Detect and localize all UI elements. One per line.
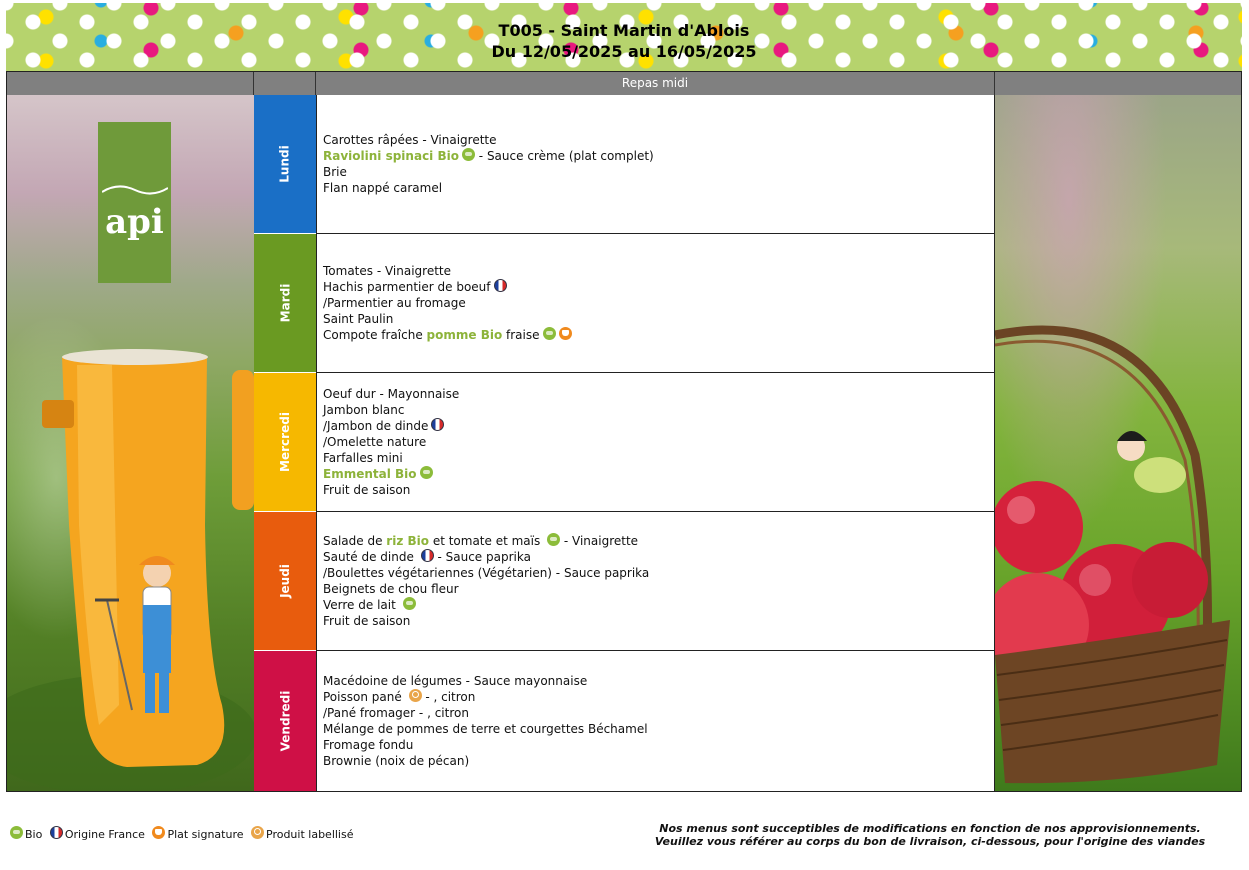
legend-bio-label: Bio bbox=[25, 828, 43, 841]
bio-icon bbox=[10, 826, 23, 839]
menu-item-text: Fruit de saison bbox=[323, 483, 411, 497]
menu-item bbox=[323, 311, 994, 327]
menu-item bbox=[323, 434, 994, 450]
signature-icon bbox=[152, 826, 165, 839]
menu-item-text: Fruit de saison bbox=[323, 614, 411, 628]
menu-item bbox=[323, 689, 994, 705]
day-cell-jeudi bbox=[254, 512, 316, 651]
legend-labelled bbox=[251, 828, 353, 841]
menu-item-text: Compote fraîche bbox=[323, 328, 427, 342]
france-flag-icon bbox=[50, 826, 63, 839]
menu-item bbox=[323, 613, 994, 629]
bio-product-text: Raviolini spinaci Bio bbox=[323, 149, 459, 163]
header-right-blank bbox=[995, 72, 1241, 95]
menu-item bbox=[323, 418, 994, 434]
menu-cell-jeudi bbox=[317, 512, 994, 651]
menu-item bbox=[323, 327, 994, 343]
bio-icon bbox=[547, 533, 560, 546]
bio-icon bbox=[462, 148, 475, 161]
menu-column bbox=[316, 95, 995, 791]
menu-item-text: - Sauce crème (plat complet) bbox=[474, 149, 654, 163]
menu-item-text: Brownie (noix de pécan) bbox=[323, 754, 470, 768]
menu-item-text: Salade de bbox=[323, 534, 387, 548]
label-rosette-icon bbox=[409, 689, 422, 702]
menu-item-text: Carottes râpées - Vinaigrette bbox=[323, 133, 497, 147]
apple-basket-photo bbox=[995, 95, 1241, 791]
day-column bbox=[254, 95, 316, 791]
api-logo bbox=[98, 122, 171, 283]
menu-item-text: Saint Paulin bbox=[323, 312, 394, 326]
menu-item bbox=[323, 482, 994, 498]
bio-product-text: pomme Bio bbox=[426, 328, 503, 342]
france-flag-icon bbox=[421, 549, 434, 562]
menu-item bbox=[323, 705, 994, 721]
bio-product-text: riz Bio bbox=[386, 534, 429, 548]
menu-item-text: - Vinaigrette bbox=[560, 534, 639, 548]
menu-item bbox=[323, 295, 994, 311]
menu-item bbox=[323, 737, 994, 753]
bio-icon bbox=[403, 597, 416, 610]
menu-item bbox=[323, 386, 994, 402]
day-label-vendredi: Vendredi bbox=[277, 690, 292, 752]
menu-item-text: Tomates - Vinaigrette bbox=[323, 264, 452, 278]
column-header-lunch: Repas midi bbox=[316, 72, 995, 95]
menu-item-text: Oeuf dur - Mayonnaise bbox=[323, 387, 460, 401]
day-label-mercredi: Mercredi bbox=[278, 412, 292, 472]
boot-photo bbox=[7, 95, 254, 791]
menu-item bbox=[323, 279, 994, 295]
menu-item bbox=[323, 753, 994, 769]
menu-item-text: Farfalles mini bbox=[323, 451, 403, 465]
menu-item bbox=[323, 148, 994, 164]
menu-item-text: /Boulettes végétariennes (Végétarien) - Sauce paprika bbox=[323, 566, 650, 580]
menu-item-text: - Sauce paprika bbox=[433, 550, 531, 564]
menu-cell-mercredi bbox=[317, 373, 994, 512]
menu-item-text: /Pané fromager - , citron bbox=[323, 706, 469, 720]
menu-cell-vendredi bbox=[317, 651, 994, 791]
day-cell-mardi bbox=[254, 234, 316, 373]
day-label-lundi: Lundi bbox=[278, 145, 292, 183]
menu-item bbox=[323, 263, 994, 279]
basket-illustration bbox=[995, 95, 1241, 791]
legend-signature bbox=[152, 828, 243, 841]
menu-item-text: Verre de lait bbox=[323, 598, 400, 612]
day-label-mardi: Mardi bbox=[277, 283, 292, 323]
menu-item-text: - , citron bbox=[421, 690, 476, 704]
logo-text: api bbox=[105, 202, 164, 242]
menu-item-text: fraise bbox=[502, 328, 540, 342]
date-range: Du 12/05/2025 au 16/05/2025 bbox=[491, 42, 757, 61]
menu-item bbox=[323, 581, 994, 597]
logo-swoosh-icon bbox=[102, 180, 168, 200]
menu-item bbox=[323, 721, 994, 737]
menu-item-text: Brie bbox=[323, 165, 347, 179]
france-flag-icon bbox=[494, 279, 507, 292]
menu-title bbox=[6, 20, 1242, 62]
legend-signature-label: Plat signature bbox=[167, 828, 244, 841]
bio-icon bbox=[543, 327, 556, 340]
menu-item bbox=[323, 597, 994, 613]
menu-item-text: Macédoine de légumes - Sauce mayonnaise bbox=[323, 674, 588, 688]
menu-table bbox=[6, 71, 1242, 792]
disclaimer-line-1: Nos menus sont succeptibles de modifications en fonction de nos approvisionnements. bbox=[659, 822, 1201, 835]
legend-france bbox=[50, 828, 145, 841]
menu-item bbox=[323, 450, 994, 466]
menu-item bbox=[323, 673, 994, 689]
menu-cell-lundi bbox=[317, 95, 994, 234]
menu-cell-mardi bbox=[317, 234, 994, 373]
legend bbox=[10, 826, 357, 841]
day-cell-mercredi bbox=[254, 373, 316, 512]
menu-item-text: Sauté de dinde bbox=[323, 550, 418, 564]
menu-item bbox=[323, 533, 994, 549]
label-rosette-icon bbox=[251, 826, 264, 839]
menu-item-text: Hachis parmentier de boeuf bbox=[323, 280, 491, 294]
menu-item-text: /Parmentier au fromage bbox=[323, 296, 466, 310]
legend-labelled-label: Produit labellisé bbox=[266, 828, 354, 841]
menu-item bbox=[323, 132, 994, 148]
day-cell-lundi bbox=[254, 95, 316, 234]
menu-item bbox=[323, 402, 994, 418]
day-label-jeudi: Jeudi bbox=[277, 564, 292, 598]
menu-item bbox=[323, 565, 994, 581]
menu-item-text: Mélange de pommes de terre et courgettes Béchamel bbox=[323, 722, 648, 736]
legend-france-label: Origine France bbox=[64, 828, 145, 841]
menu-item bbox=[323, 180, 994, 196]
header-left-blank bbox=[7, 72, 254, 95]
menu-item-text: Fromage fondu bbox=[323, 738, 414, 752]
menu-item-text: Jambon blanc bbox=[323, 403, 405, 417]
bio-icon bbox=[420, 466, 433, 479]
header-banner bbox=[6, 3, 1242, 71]
menu-item-text: Beignets de chou fleur bbox=[323, 582, 459, 596]
disclaimer bbox=[640, 822, 1220, 848]
legend-bio bbox=[10, 828, 42, 841]
header-day-blank bbox=[254, 72, 316, 95]
day-cell-vendredi bbox=[254, 651, 316, 791]
menu-item bbox=[323, 466, 994, 482]
menu-item-text: Poisson pané bbox=[323, 690, 406, 704]
site-title: T005 - Saint Martin d'Ablois bbox=[498, 21, 750, 40]
menu-item-text: /Omelette nature bbox=[323, 435, 427, 449]
menu-item-text: Flan nappé caramel bbox=[323, 181, 443, 195]
disclaimer-line-2: Veuillez vous référer au corps du bon de livraison, ci-dessous, pour l'origine des viandes bbox=[654, 835, 1206, 848]
bio-product-text: Emmental Bio bbox=[323, 467, 417, 481]
signature-icon bbox=[559, 327, 572, 340]
menu-item-text: et tomate et maïs bbox=[429, 534, 545, 548]
menu-item-text: /Jambon de dinde bbox=[323, 419, 429, 433]
menu-item bbox=[323, 164, 994, 180]
france-flag-icon bbox=[431, 418, 444, 431]
menu-item bbox=[323, 549, 994, 565]
